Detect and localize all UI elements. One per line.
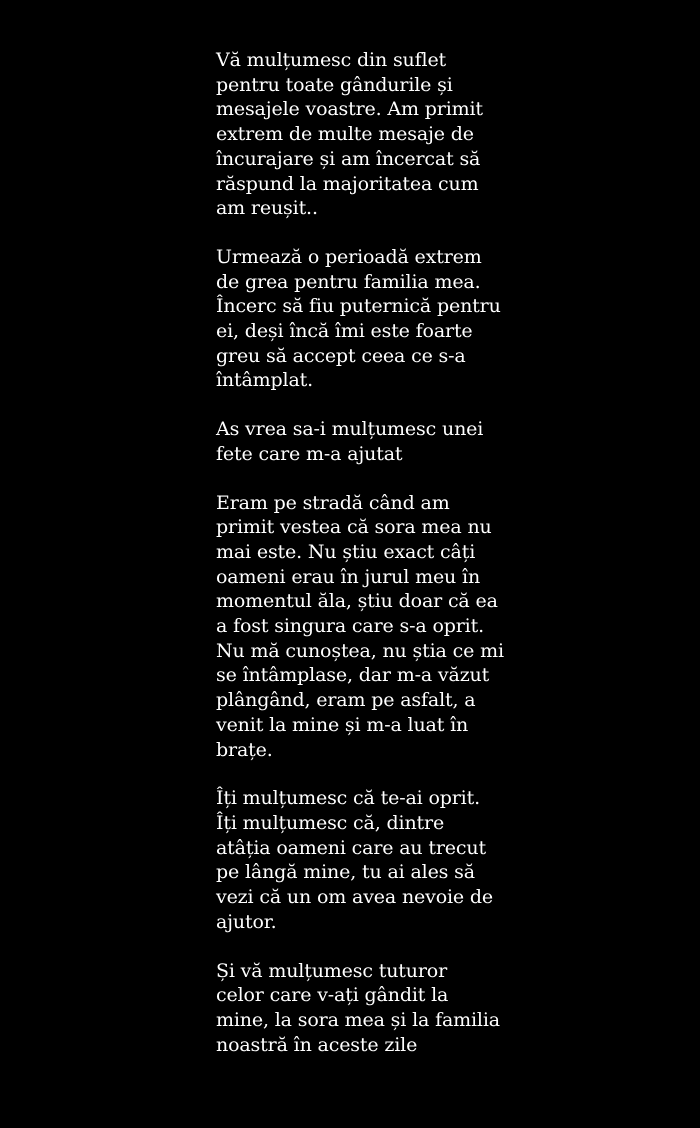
text-line: Și vă mulțumesc tuturor <box>216 959 448 982</box>
text-line: venit la mine și m-a luat în <box>216 713 469 736</box>
story-text <box>216 48 506 1081</box>
text-line: mesajele voastre. Am primit <box>216 98 483 121</box>
paragraph-thank-girl <box>216 417 506 466</box>
text-line: pentru toate gândurile și <box>216 73 453 96</box>
text-line: am reușit.. <box>216 197 318 220</box>
text-line: pe lângă mine, tu ai ales să <box>216 861 475 884</box>
text-line: ajutor. <box>216 910 277 933</box>
text-line: răspund la majoritatea cum <box>216 172 479 195</box>
text-line: a fost singura care s-a oprit. <box>216 615 484 638</box>
text-line: mai este. Nu știu exact câți <box>216 540 476 563</box>
text-line: Vă mulțumesc din suflet <box>216 49 447 71</box>
text-line: încurajare și am încercat să <box>216 147 481 170</box>
text-line: oameni erau în jurul meu în <box>216 565 481 588</box>
text-line: ei, deși încă îmi este foarte <box>216 320 473 343</box>
text-line: atâția oameni care au trecut <box>216 836 486 859</box>
paragraph-thanks-messages <box>216 48 506 221</box>
paragraph-street-story <box>216 491 506 763</box>
paragraph-gratitude <box>216 786 506 934</box>
text-line: Urmează o perioadă extrem <box>216 245 482 268</box>
text-line: Îți mulțumesc că, dintre <box>216 811 445 834</box>
text-line: întâmplat. <box>216 369 314 392</box>
text-line: brațe. <box>216 738 273 761</box>
text-line: extrem de multe mesaje de <box>216 123 474 146</box>
text-line: Nu mă cunoștea, nu știa ce mi <box>216 639 504 662</box>
text-line: de grea pentru familia mea. <box>216 270 481 293</box>
text-line: primit vestea că sora mea nu <box>216 516 492 539</box>
text-line: Eram pe stradă când am <box>216 491 450 514</box>
paragraph-final-thanks <box>216 959 506 1058</box>
text-line: Îți mulțumesc că te-ai oprit. <box>216 787 480 810</box>
text-line: noastră în aceste zile <box>216 1033 418 1056</box>
text-line: momentul ăla, știu doar că ea <box>216 590 498 613</box>
text-line: plângând, eram pe asfalt, a <box>216 689 476 712</box>
text-line: As vrea sa-i mulțumesc unei <box>216 418 484 441</box>
text-line: celor care v-ați gândit la <box>216 984 449 1007</box>
text-line: greu să accept ceea ce s-a <box>216 344 466 367</box>
text-line: se întâmplase, dar m-a văzut <box>216 664 490 687</box>
text-line: mine, la sora mea și la familia <box>216 1008 500 1031</box>
text-line: fete care m-a ajutat <box>216 442 403 465</box>
text-line: vezi că un om avea nevoie de <box>216 886 494 909</box>
text-line: Încerc să fiu puternică pentru <box>216 295 501 318</box>
paragraph-difficult-period <box>216 245 506 393</box>
